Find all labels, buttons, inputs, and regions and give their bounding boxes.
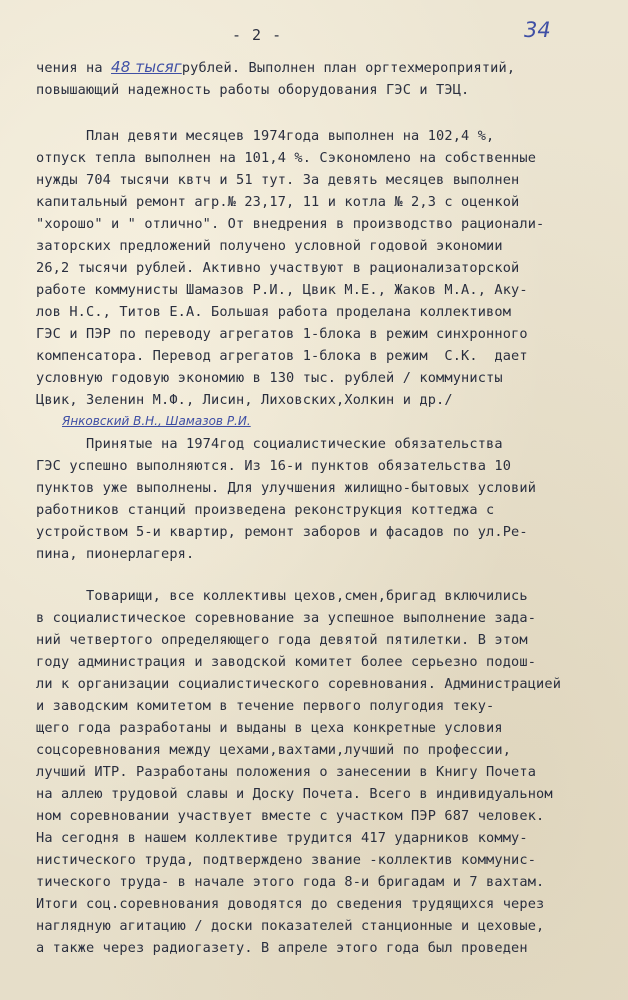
text-line: наглядную агитацию / доски показателей станционные и цеховые,	[36, 918, 545, 934]
text-line: ний четвертого определяющего года девятой пятилетки. В этом	[36, 632, 528, 648]
text-line: работников станций произведена реконструкция коттеджа с	[36, 502, 495, 518]
text-line: ном соревновании участвует вместе с участком ПЭР 687 человек.	[36, 808, 545, 824]
text-line: отпуск тепла выполнен на 101,4 %. Сэкономлено на собственные	[36, 150, 537, 166]
text-line: нистического труда, подтверждено звание -коллектив коммунис-	[36, 852, 537, 868]
text-segment: рублей. Выполнен план оргтехмероприятий,	[181, 60, 516, 76]
text-line: "хорошо" и " отлично". От внедрения в производство рационали-	[36, 216, 545, 232]
text-line: и заводским комитетом в течение первого полугодия теку-	[36, 698, 495, 714]
text-line: щего года разработаны и выданы в цеха конкретные условия	[36, 720, 503, 736]
text-line: 26,2 тысячи рублей. Активно участвуют в рационализаторской	[36, 260, 520, 276]
text-line: лов Н.С., Титов Е.А. Большая работа проделана коллективом	[36, 304, 512, 320]
text-line: На сегодня в нашем коллективе трудится 417 ударников комму-	[36, 830, 528, 846]
text-line: ГЭС успешно выполняются. Из 16-и пунктов обязательства 10	[36, 458, 512, 474]
text-line: а также через радиогазету. В апреле этого года был проведен	[36, 940, 528, 956]
text-line: заторских предложений получено условной годовой экономии	[36, 238, 503, 254]
text-segment: чения на	[36, 60, 112, 76]
text-line: компенсатора. Перевод агрегатов 1-блока в режим С.К. дает	[36, 348, 528, 364]
text-line: ГЭС и ПЭР по переводу агрегатов 1-блока в режим синхронного	[36, 326, 528, 342]
text-line: году администрация и заводской комитет более серьезно подош-	[36, 654, 537, 670]
text-line: пунктов уже выполнены. Для улучшения жилищно-бытовых условий	[36, 480, 537, 496]
text-line: соцсоревнования между цехами,вахтами,лучший по профессии,	[36, 742, 512, 758]
text-line: лучший ИТР. Разработаны положения о занесении в Книгу Почета	[36, 764, 537, 780]
text-line: План девяти месяцев 1974года выполнен на 102,4 %,	[36, 128, 495, 144]
text-line: тического труда- в начале этого года 8-и бригадам и 7 вахтам.	[36, 874, 545, 890]
text-line: устройством 5-и квартир, ремонт заборов и фасадов по ул.Ре-	[36, 524, 528, 540]
text-line: нужды 704 тысячи квтч и 51 тут. За девять месяцев выполнен	[36, 172, 520, 188]
text-line: условную годовую экономию в 130 тыс. рублей / коммунисты	[36, 370, 503, 386]
text-line: Товарищи, все коллективы цехов,смен,бригад включились	[36, 588, 528, 604]
handwritten-insertion: 48 тысяг	[111, 58, 182, 76]
text-line: ли к организации социалистического соревнования. Администрацией	[36, 676, 562, 692]
archive-page-number: 34	[524, 18, 551, 42]
handwritten-note: Янковский В.Н., Шамазов Р.И.	[62, 414, 251, 428]
text-line: Итоги соц.соревнования доводятся до сведения трудящихся через	[36, 896, 545, 912]
text-line: повышающий надежность работы оборудования ГЭС и ТЭЦ.	[36, 82, 470, 98]
text-line: на аллею трудовой славы и Доску Почета. Всего в индивидуальном	[36, 786, 553, 802]
text-line: капитальный ремонт агр.№ 23,17, 11 и котла № 2,3 с оценкой	[36, 194, 520, 210]
text-line: пина, пионерлагеря.	[36, 546, 195, 562]
text-line: Цвик, Зеленин М.Ф., Лисин, Лиховских,Холкин и др./	[36, 392, 453, 408]
text-line: в социалистическое соревнование за успешное выполнение зада-	[36, 610, 537, 626]
text-line: работе коммунисты Шамазов Р.И., Цвик М.Е., Жаков М.А., Аку-	[36, 282, 528, 298]
page-number: - 2 -	[232, 26, 283, 44]
text-line: Принятые на 1974год социалистические обязательства	[36, 436, 503, 452]
text-line	[36, 58, 515, 76]
